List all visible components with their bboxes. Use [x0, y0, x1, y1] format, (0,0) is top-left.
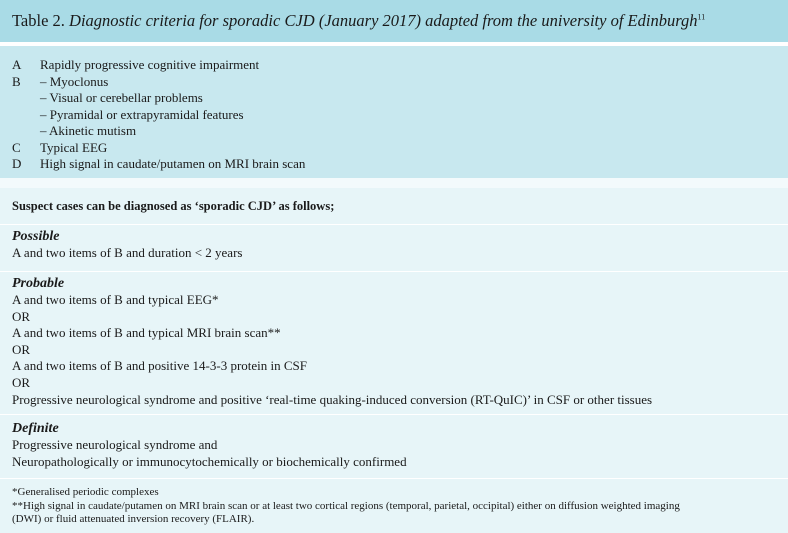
definite-line: Progressive neurological syndrome and	[12, 437, 218, 452]
criteria-key: B	[12, 73, 21, 89]
footnote-line: **High signal in caudate/putamen on MRI brain scan or at least two cortical regions (temporal, parietal, occipital) either on diffusion weighted imaging	[12, 499, 680, 512]
suspect-heading: Suspect cases can be diagnosed as ‘sporadic CJD’ as follows;	[0, 188, 788, 224]
criteria-text: – Akinetic mutism	[40, 123, 137, 138]
probable-line: A and two items of B and typical EEG*	[12, 292, 219, 307]
criteria-row	[0, 90, 788, 107]
probable-line: OR	[12, 308, 31, 324]
criteria-text: – Pyramidal or extrapyramidal features	[40, 106, 244, 122]
criteria-row	[0, 107, 788, 124]
criteria-text: – Visual or cerebellar problems	[40, 90, 203, 105]
criteria-text: Rapidly progressive cognitive impairment	[40, 57, 260, 72]
table-title	[0, 0, 788, 42]
definite-section	[0, 415, 788, 478]
probable-line: OR	[12, 374, 31, 390]
criteria-key: D	[12, 156, 22, 171]
criteria-row	[0, 123, 788, 140]
criteria-key: A	[12, 57, 22, 72]
criteria-row	[0, 74, 788, 91]
criteria-text: – Myoclonus	[40, 73, 109, 89]
reference-marker: 11	[697, 12, 706, 22]
footnote-line: (DWI) or fluid attenuated inversion recovery (FLAIR).	[12, 513, 255, 526]
criteria-list	[0, 46, 788, 178]
possible-line: A and two items of B and duration < 2 years	[12, 245, 243, 260]
possible-title: Possible	[12, 229, 60, 244]
criteria-row	[0, 156, 788, 173]
table-caption: Diagnostic criteria for sporadic CJD (January 2017) adapted from the university of Edinburgh	[69, 11, 698, 30]
criteria-text: Typical EEG	[40, 139, 108, 155]
probable-line: A and two items of B and positive 14-3-3 protein in CSF	[12, 358, 308, 374]
definite-title: Definite	[12, 421, 59, 436]
probable-title: Probable	[12, 276, 65, 291]
criteria-text: High signal in caudate/putamen on MRI brain scan	[40, 156, 306, 171]
probable-line: Progressive neurological syndrome and positive ‘real-time quaking-induced conversion (RT-QuIC)’ in CSF or other tissues	[12, 391, 653, 407]
section-gap	[0, 178, 788, 188]
possible-section	[0, 225, 788, 271]
criteria-row	[0, 140, 788, 157]
footnote-line: *Generalised periodic complexes	[12, 486, 159, 498]
definite-line: Neuropathologically or immunocytochemically or biochemically confirmed	[12, 453, 407, 469]
probable-section	[0, 272, 788, 414]
probable-line: OR	[12, 341, 31, 357]
criteria-key: C	[12, 139, 21, 155]
probable-line: A and two items of B and typical MRI brain scan**	[12, 325, 281, 341]
table-label: Table 2.	[12, 11, 65, 30]
footnotes	[0, 479, 788, 533]
criteria-row	[0, 57, 788, 74]
